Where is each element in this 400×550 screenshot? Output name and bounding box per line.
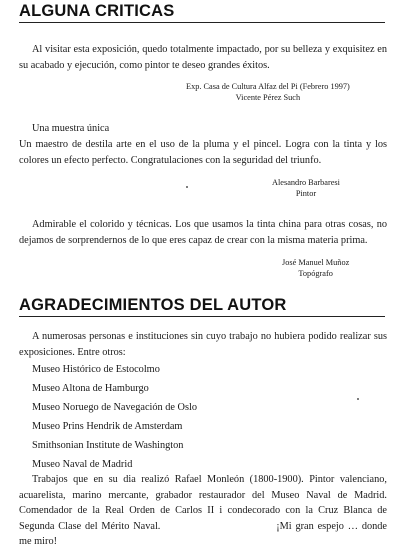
review-2-author: Alesandro Barbaresi <box>272 178 340 187</box>
review-1-body: Al visitar esta exposición, quedo totalmente impactado, por su belleza y exquisitez en su acabado y ejecución, como pintor te deseo grandes éxitos. <box>19 44 387 71</box>
review-3-text <box>19 217 387 248</box>
thanks-title: AGRADECIMIENTOS DEL AUTOR <box>19 296 287 314</box>
review-1-source: Exp. Casa de Cultura Alfaz del Pi (Febrero 1997) <box>186 82 350 91</box>
review-3-author: José Manuel Muñoz <box>282 258 350 267</box>
list-item: Museo Naval de Madrid <box>32 459 133 470</box>
speck-mark <box>357 398 359 400</box>
list-item: Museo Prins Hendrik de Amsterdam <box>32 421 183 432</box>
review-1-credit <box>186 81 350 103</box>
thanks-signoff: ¡Mi gran espejo … donde me miro! <box>19 520 388 547</box>
thanks-closing <box>19 472 387 550</box>
review-3-role: Topógrafo <box>298 269 333 278</box>
critics-title: ALGUNA CRITICAS <box>19 2 175 20</box>
review-1-text <box>19 42 387 73</box>
review-2-heading: Una muestra única <box>32 123 110 134</box>
thanks-title-rule <box>19 316 385 317</box>
review-2-text: Un maestro de destila arte en el uso de la pluma y el pincel. Logra con la tinta y los colores un efecto perfecto. Congratulaciones con la seguridad del triunfo. <box>19 139 387 166</box>
list-item: Museo Noruego de Navegación de Oslo <box>32 402 197 413</box>
list-item: Museo Altona de Hamburgo <box>32 383 149 394</box>
review-1-author: Vicente Pérez Such <box>235 93 301 102</box>
review-3-credit <box>282 257 349 279</box>
speck-mark <box>186 186 188 188</box>
review-2-credit <box>272 177 340 199</box>
thanks-intro-body: A numerosas personas e instituciones sin cuyo trabajo no hubiera podido realizar sus exposiciones. Entre otros: <box>19 331 387 358</box>
review-3-body: Admirable el colorido y técnicas. Los que usamos la tinta china para otras cosas, no dejamos de sorprendernos de lo que eres capaz de crear con la misma materia prima. <box>19 219 387 246</box>
list-item: Museo Histórico de Estocolmo <box>32 364 160 375</box>
review-2-role: Pintor <box>295 189 317 198</box>
museum-list <box>32 360 197 474</box>
list-item: Smithsonian Institute de Washington <box>32 440 184 451</box>
thanks-closing-body: Trabajos que en su dia realizó Rafael Monleón (1800-1900). Pintor valenciano, acuarelista, marino mercante, grabador restaurador del Museo Naval de Madrid. Comendador de la Real Orden de Carlos II i condecorado con la Cruz Blanca de Segunda Clase del Mérito Naval. <box>19 474 387 532</box>
critics-title-rule <box>19 22 385 23</box>
thanks-intro <box>19 329 387 360</box>
